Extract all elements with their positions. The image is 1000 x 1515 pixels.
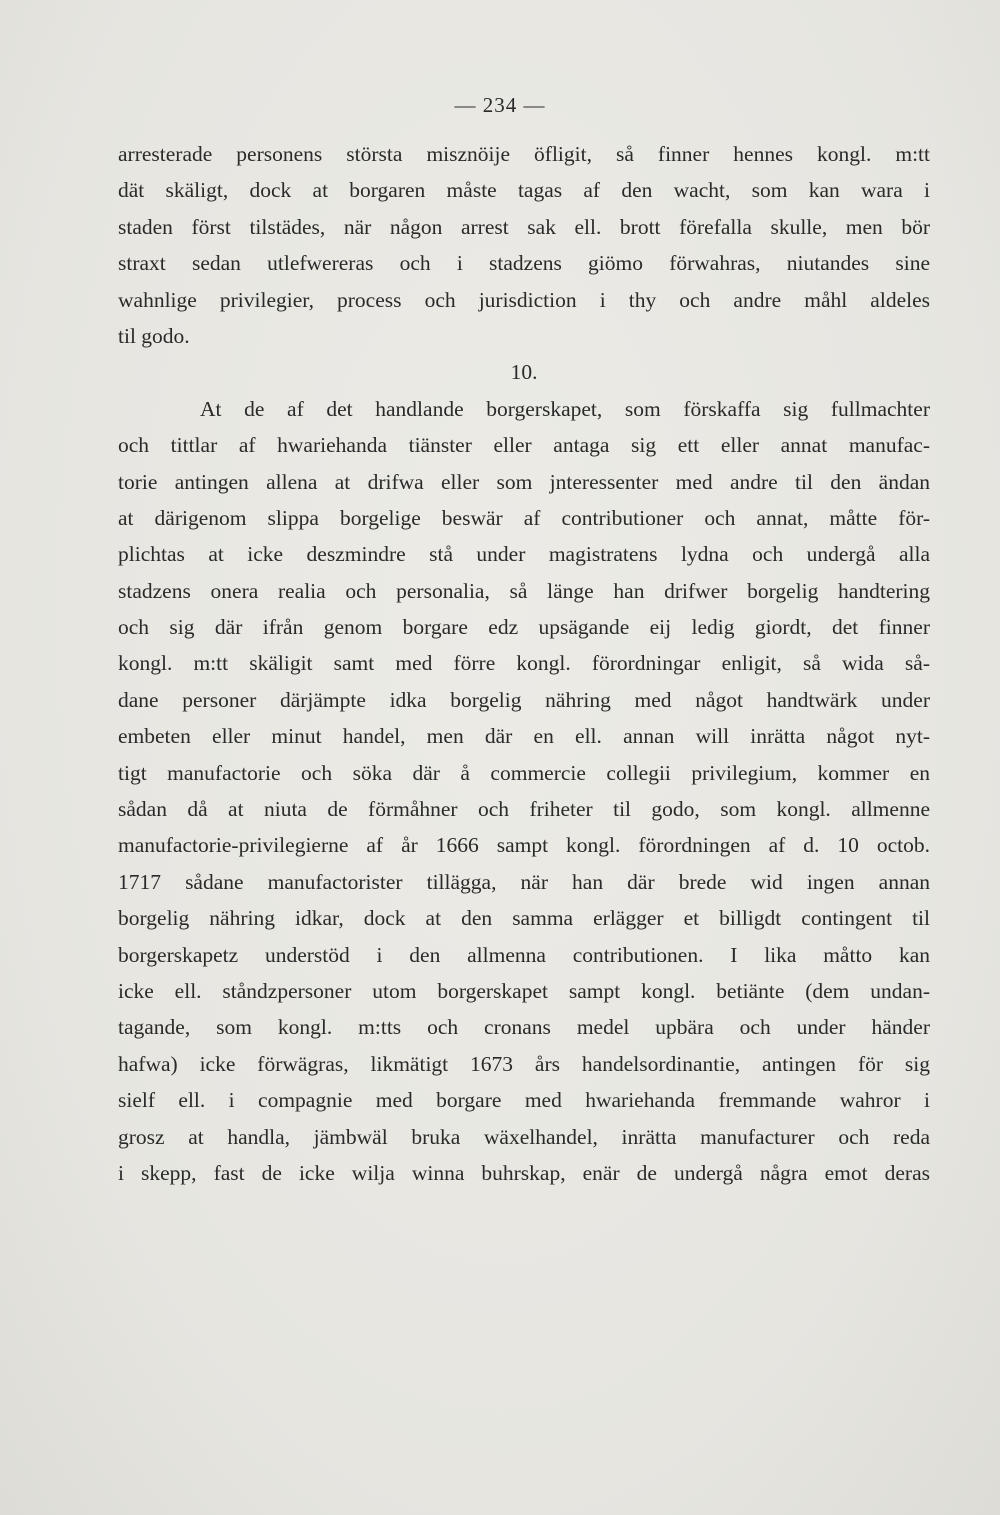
text-line: icke ell. ståndzpersoner utom borgerskapet sampt kongl. betiänte (dem undan- [118,978,930,1003]
text-line: och tittlar af hwariehanda tiänster eller antaga sig ett eller annat manufac- [118,433,930,458]
text-line: embeten eller minut handel, men där en ell. annan will inrätta något nyt- [118,724,930,749]
text-line: arresterade personens största misznöije öfligit, så finner hennes kongl. m:tt [118,142,930,166]
text-line: hafwa) icke förwägras, likmätigt 1673 års handelsordinantie, antingen för sig [118,1051,930,1076]
text-line: straxt sedan utlefwereras och i stadzens giömo förwahras, niutandes sine [118,251,930,276]
text-line: at därigenom slippa borgelige beswär af contributioner och annat, måtte för- [118,505,930,530]
text-line: manufactorie-privilegierne af år 1666 sampt kongl. förordningen af d. 10 octob. [118,833,930,858]
text-line: plichtas at icke deszmindre stå under magistratens lydna och undergå alla [118,542,930,567]
text-line: tagande, som kongl. m:tts och cronans medel upbära och under händer [118,1015,930,1040]
text-line: dane personer därjämpte idka borgelig nähring med något handtwärk under [118,687,930,712]
text-line: staden först tilstädes, när någon arrest sak ell. brott förefalla skulle, men bör [118,214,930,239]
text-line: och sig där ifrån genom borgare edz upsägande eij ledig giordt, det finner [118,615,930,640]
text-line: torie antingen allena at drifwa eller som jnteressenter med andre til den ändan [118,469,930,494]
body-text [118,136,930,1191]
page-number: — 234 — [454,93,546,117]
text-line: At de af det handlande borgerskapet, som förskaffa sig fullmachter [200,396,930,421]
text-line: sådan då at niuta de förmåhner och friheter til godo, som kongl. allmenne [118,797,930,822]
text-line: kongl. m:tt skäligit samt med förre kongl. förordningar enligit, så wida så- [118,651,930,676]
section-number: 10. [510,360,538,385]
text-line: grosz at handla, jämbwäl bruka wäxelhandel, inrätta manufacturer och reda [118,1124,930,1149]
text-line: stadzens onera realia och personalia, så länge han drifwer borgelig handtering [118,578,930,603]
text-line: tigt manufactorie och söka där å commercie collegii privilegium, kommer en [118,760,930,785]
text-line: i skepp, fast de icke wilja winna buhrskap, enär de undergå några emot deras [118,1160,930,1185]
text-line: til godo. [118,323,190,348]
text-line: wahnlige privilegier, process och jurisdiction i thy och andre måhl aldeles [118,287,930,312]
text-line: 1717 sådane manufactorister tillägga, när han där brede wid ingen annan [118,869,930,894]
text-line: borgerskapetz understöd i den allmenna contributionen. I lika måtto kan [118,942,930,967]
text-line: sielf ell. i compagnie med borgare med hwariehanda fremmande wahror i [118,1088,930,1113]
text-line: dät skäligt, dock at borgaren måste tagas af den wacht, som kan wara i [118,178,930,203]
text-line: borgelig nähring idkar, dock at den samma erlägger et billigdt contingent til [118,906,930,931]
